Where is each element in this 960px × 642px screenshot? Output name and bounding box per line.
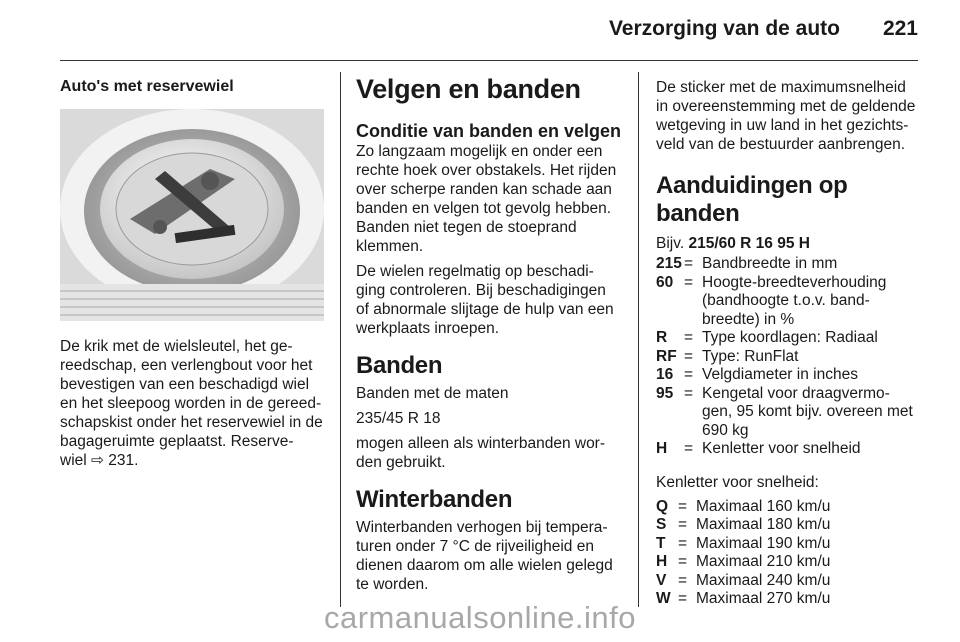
- paragraph-winter-only: mogen alleen als winterbanden wor- den gebruikt.: [356, 435, 606, 471]
- speed-row-key: W: [656, 590, 671, 607]
- column-right: [656, 72, 920, 609]
- speed-row-key: T: [656, 534, 666, 552]
- speed-row-key: V: [656, 571, 667, 589]
- paragraph-winter-tyres: Winterbanden verhogen bij tempera- turen onder 7 °C de rijveiligheid en dienen daarom om alle wielen gelegd te worden.: [356, 519, 613, 593]
- definition-row-value: Kenletter voor snelheid: [702, 440, 861, 457]
- definition-row-key: R: [656, 329, 668, 346]
- speed-row-value: Maximaal 210 km/u: [696, 553, 831, 570]
- page-number: 221: [882, 17, 918, 40]
- paragraph-condition: Zo langzaam mogelijk en onder een rechte hoek over obstakels. Het rijden over scherpe randen kan schade aan banden en velgen tot gevolg hebben. Banden niet tegen de stoeprand klemmen.: [356, 143, 617, 255]
- section-title-wheels-tyres: Velgen en banden: [356, 74, 581, 104]
- speed-row: [656, 572, 920, 591]
- speed-row: [656, 516, 920, 535]
- column-divider-1: [340, 72, 341, 607]
- page-header: [0, 0, 960, 60]
- definition-row-value: Type koordlagen: Radiaal: [702, 329, 878, 346]
- tyre-code-definitions: [656, 255, 920, 459]
- heading-tyres: Banden: [356, 352, 443, 379]
- definition-row: [656, 274, 920, 330]
- speed-row-equals: =: [678, 534, 688, 552]
- definition-row-key: 95: [656, 384, 674, 402]
- paragraph-tyre-size-value: 235/45 R 18: [356, 410, 441, 427]
- definition-row-value: Velgdiameter in inches: [702, 366, 858, 383]
- header-divider: [60, 60, 918, 61]
- column-middle: [356, 72, 622, 594]
- subheading-condition: Conditie van banden en velgen: [356, 121, 622, 141]
- speed-row-equals: =: [678, 497, 688, 515]
- definition-row: [656, 255, 920, 274]
- watermark: carmanualsonline.info: [323, 600, 637, 635]
- example-line: [656, 234, 920, 253]
- heading-tyre-markings: Aanduidingen op banden: [656, 172, 848, 227]
- paragraph-inspection: De wielen regelmatig op beschadi- ging controleren. Bij beschadigingen of abnormale slijtage de hulp van een werkplaats inroepen.: [356, 263, 614, 337]
- spare-wheel-photo: [60, 109, 324, 321]
- definition-row-value: Bandbreedte in mm: [702, 255, 838, 272]
- definition-row-value: Kengetal voor draagvermo- gen, 95 komt bijv. overeen met 690 kg: [702, 384, 913, 439]
- column-left: [60, 72, 324, 470]
- paragraph-tyre-sizes: Banden met de maten: [356, 385, 509, 402]
- heading-winter-tyres: Winterbanden: [356, 486, 513, 513]
- column-divider-2: [638, 72, 639, 607]
- example-prefix: Bijv.: [656, 235, 685, 252]
- speed-row: [656, 553, 920, 572]
- definition-row-equals: =: [684, 366, 694, 383]
- speed-row-equals: =: [678, 590, 688, 607]
- definition-row-equals: =: [684, 347, 694, 365]
- definition-row-key: 215: [656, 255, 682, 272]
- definition-row-equals: =: [684, 329, 694, 346]
- speed-letter-intro: Kenletter voor snelheid:: [656, 473, 819, 491]
- spare-wheel-illustration: [60, 109, 324, 321]
- speed-row-equals: =: [678, 553, 688, 570]
- definition-row-key: 60: [656, 273, 674, 291]
- definition-row: [656, 329, 920, 348]
- speed-row-equals: =: [678, 571, 688, 589]
- definition-row-equals: =: [684, 384, 694, 402]
- speed-row: [656, 535, 920, 554]
- spare-wheel-paragraph: De krik met de wielsleutel, het ge- reedschap, een verlengbout voor het bevestigen van een beschadigd wiel en het sleepoog worden in de gereed- schapskist onder het reservewiel in de bagageruimte geplaatst. Reserve- wiel ⇨ 231.: [60, 338, 323, 469]
- definition-row-key: RF: [656, 347, 677, 365]
- definition-row-equals: =: [684, 273, 694, 291]
- definition-row-equals: =: [684, 440, 694, 457]
- speed-row-key: S: [656, 516, 667, 533]
- definition-row: [656, 385, 920, 441]
- definition-row-equals: =: [684, 255, 694, 272]
- definition-row: [656, 366, 920, 385]
- speed-row: [656, 498, 920, 517]
- speed-row-value: Maximaal 190 km/u: [696, 534, 831, 552]
- chapter-title: Verzorging van de auto: [608, 17, 840, 40]
- definition-row-value: Hoogte-breedteverhouding (bandhoogte t.o.v. band- breedte) in %: [702, 273, 887, 328]
- speed-row-equals: =: [678, 516, 688, 533]
- definition-row-key: H: [656, 440, 668, 457]
- definition-row: [656, 440, 920, 459]
- speed-letter-table: [656, 498, 920, 609]
- speed-row-value: Maximaal 240 km/u: [696, 571, 831, 589]
- speed-row-value: Maximaal 180 km/u: [696, 516, 831, 533]
- example-value: 215/60 R 16 95 H: [688, 235, 810, 252]
- speed-row-value: Maximaal 160 km/u: [696, 497, 831, 515]
- speed-row-key: Q: [656, 497, 669, 515]
- section-heading-spare-wheel: Auto's met reservewiel: [60, 78, 234, 95]
- definition-row-key: 16: [656, 366, 674, 383]
- paragraph-sticker: De sticker met de maximumsnelheid in overeenstemming met de geldende wetgeving in uw land in het gezichts- veld van de bestuurder aanbrengen.: [656, 79, 916, 153]
- definition-row-value: Type: RunFlat: [702, 347, 799, 365]
- speed-row-key: H: [656, 553, 668, 570]
- speed-row-value: Maximaal 270 km/u: [696, 590, 831, 607]
- definition-row: [656, 348, 920, 367]
